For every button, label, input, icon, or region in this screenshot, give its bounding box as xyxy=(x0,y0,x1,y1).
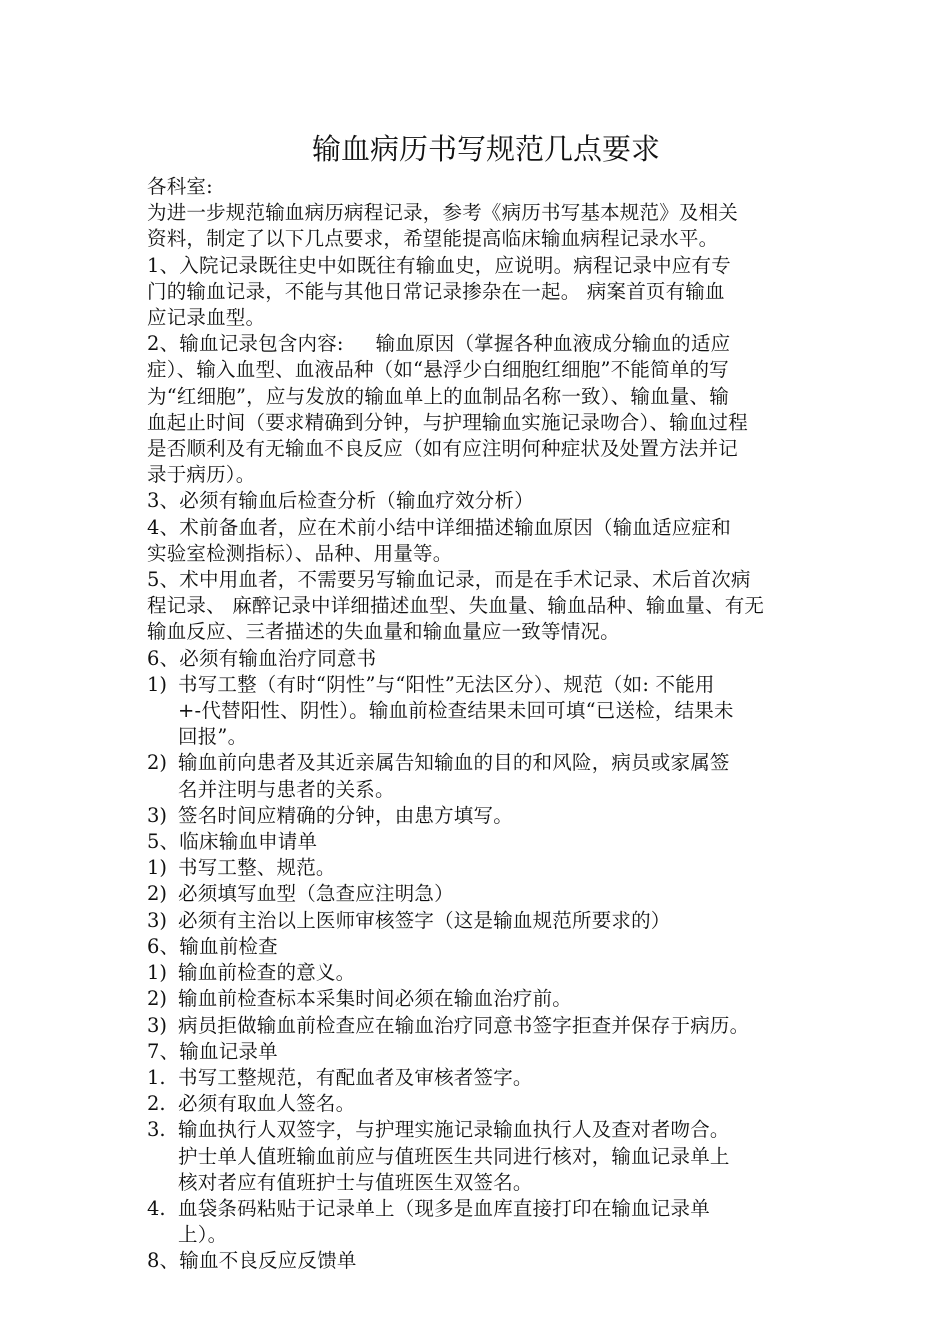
list-item-text: 必须填写血型（急查应注明急） xyxy=(178,882,454,906)
list-item-text: 名并注明与患者的关系。 xyxy=(178,777,395,801)
list-item-number: 2) xyxy=(147,751,168,775)
section-3-paragraph xyxy=(147,488,815,514)
consent-list xyxy=(147,672,815,829)
text-line: 录于病历）。 xyxy=(147,463,256,487)
section-4-paragraph xyxy=(147,515,815,567)
list-item xyxy=(147,1013,815,1039)
section-2-paragraph xyxy=(147,331,815,488)
list-item xyxy=(147,750,815,802)
list-item-text: 输血前向患者及其近亲属告知输血的目的和风险，病员或家属签 xyxy=(178,751,730,775)
list-item xyxy=(147,803,815,829)
text-line: 4、术前备血者，应在术前小结中详细描述输血原因（输血适应症和 xyxy=(147,515,731,539)
section-1-paragraph xyxy=(147,253,815,332)
list-item-text: 输血执行人双签字，与护理实施记录输血执行人及查对者吻合。 xyxy=(178,1118,730,1142)
section-heading-pretest: 6、输血前检查 xyxy=(147,934,278,958)
text-line: 应记录血型。 xyxy=(147,306,266,330)
record-list xyxy=(147,1065,815,1248)
list-item-text: 书写工整、规范。 xyxy=(178,856,336,880)
document-page xyxy=(147,128,815,1275)
list-item-number: 3. xyxy=(147,1118,166,1142)
list-item xyxy=(147,881,815,907)
text-line: 症）、输入血型、血液品种（如“悬浮少白细胞红细胞”不能简单的写 xyxy=(147,358,729,382)
list-item xyxy=(147,960,815,986)
text-line: 5、术中用血者，不需要另写输血记录，而是在手术记录、术后首次病 xyxy=(147,568,751,592)
text-line: 门的输血记录，不能与其他日常记录掺杂在一起。 病案首页有输血 xyxy=(147,279,725,303)
list-item xyxy=(147,1065,815,1091)
list-item-text: 输血前检查的意义。 xyxy=(178,961,356,985)
list-item-number: 4. xyxy=(147,1196,166,1220)
section-heading-record: 7、输血记录单 xyxy=(147,1039,278,1063)
salutation: 各科室: xyxy=(147,175,213,198)
application-list xyxy=(147,855,815,934)
text-line: 为进一步规范输血病历病程记录，参考《病历书写基本规范》及相关 xyxy=(147,201,739,225)
text-line: 血起止时间（要求精确到分钟，与护理输血实施记录吻合）、输血过程 xyxy=(147,410,748,434)
list-item-text: 核对者应有值班护士与值班医生双签名。 xyxy=(178,1170,533,1194)
list-item-text: 回报”。 xyxy=(178,725,248,749)
list-item-number: 2. xyxy=(147,1092,166,1116)
text-line: 资料，制定了以下几点要求，希望能提高临床输血病程记录水平。 xyxy=(147,227,719,251)
list-item-number: 1) xyxy=(147,856,168,880)
document-title: 输血病历书写规范几点要求 xyxy=(311,132,660,166)
list-item xyxy=(147,855,815,881)
list-item-text: 上）。 xyxy=(178,1223,228,1247)
list-item-number: 1. xyxy=(147,1065,166,1089)
section-heading-adverse-reaction: 8、输血不良反应反馈单 xyxy=(147,1249,357,1273)
list-item-number: 2) xyxy=(147,882,168,906)
list-item xyxy=(147,1117,815,1196)
list-item-text: 书写工整（有时“阴性”与“阳性”无法区分）、规范（如: 不能用 xyxy=(178,672,715,696)
list-item-number: 2) xyxy=(147,987,168,1011)
text-line: 3、必须有输血后检查分析（输血疗效分析） xyxy=(147,489,534,513)
list-item-text: 书写工整规范，有配血者及审核者签字。 xyxy=(178,1065,533,1089)
text-line: 1、入院记录既往史中如既往有输血史，应说明。病程记录中应有专 xyxy=(147,253,731,277)
section-heading-consent: 6、必须有输血治疗同意书 xyxy=(147,646,377,670)
section-heading-application: 5、临床输血申请单 xyxy=(147,830,318,854)
list-item-text: 输血前检查标本采集时间必须在输血治疗前。 xyxy=(178,987,573,1011)
pretest-list xyxy=(147,960,815,1039)
text-line: 是否顺利及有无输血不良反应（如有应注明何种症状及处置方法并记 xyxy=(147,437,739,461)
section-5-paragraph xyxy=(147,567,815,646)
list-item-number: 3) xyxy=(147,908,168,932)
list-item-text: 必须有主治以上医师审核签字（这是输血规范所要求的） xyxy=(178,908,671,932)
list-item-number: 3) xyxy=(147,1013,168,1037)
text-line: 2、输血记录包含内容: 输血原因（掌握各种血液成分输血的适应 xyxy=(147,332,731,356)
list-item xyxy=(147,672,815,751)
list-item-number: 1) xyxy=(147,961,168,985)
text-line: 为“红细胞”，应与发放的输血单上的血制品名称一致）、输血量、输 xyxy=(147,384,729,408)
list-item-number: 3) xyxy=(147,803,168,827)
text-line: 实验室检测指标）、品种、用量等。 xyxy=(147,541,453,565)
list-item-text: 血袋条码粘贴于记录单上（现多是血库直接打印在输血记录单 xyxy=(178,1196,710,1220)
list-item-text: 病员拒做输血前检查应在输血治疗同意书签字拒查并保存于病历。 xyxy=(178,1013,750,1037)
list-item xyxy=(147,986,815,1012)
list-item-text: 护士单人值班输血前应与值班医生共同进行核对，输血记录单上 xyxy=(178,1144,730,1168)
list-item-text: +-代替阳性、阴性）。输血前检查结果未回可填“已送检，结果未 xyxy=(178,699,734,723)
text-line: 输血反应、三者描述的失血量和输血量应一致等情况。 xyxy=(147,620,620,644)
intro-paragraph xyxy=(147,200,815,252)
list-item-number: 1) xyxy=(147,672,168,696)
list-item-text: 必须有取血人签名。 xyxy=(178,1092,356,1116)
list-item xyxy=(147,1196,815,1248)
text-line: 程记录、 麻醉记录中详细描述血型、失血量、输血品种、输血量、有无 xyxy=(147,594,765,618)
list-item-text: 签名时间应精确的分钟，由患方填写。 xyxy=(178,803,513,827)
list-item xyxy=(147,1091,815,1117)
list-item xyxy=(147,908,815,934)
